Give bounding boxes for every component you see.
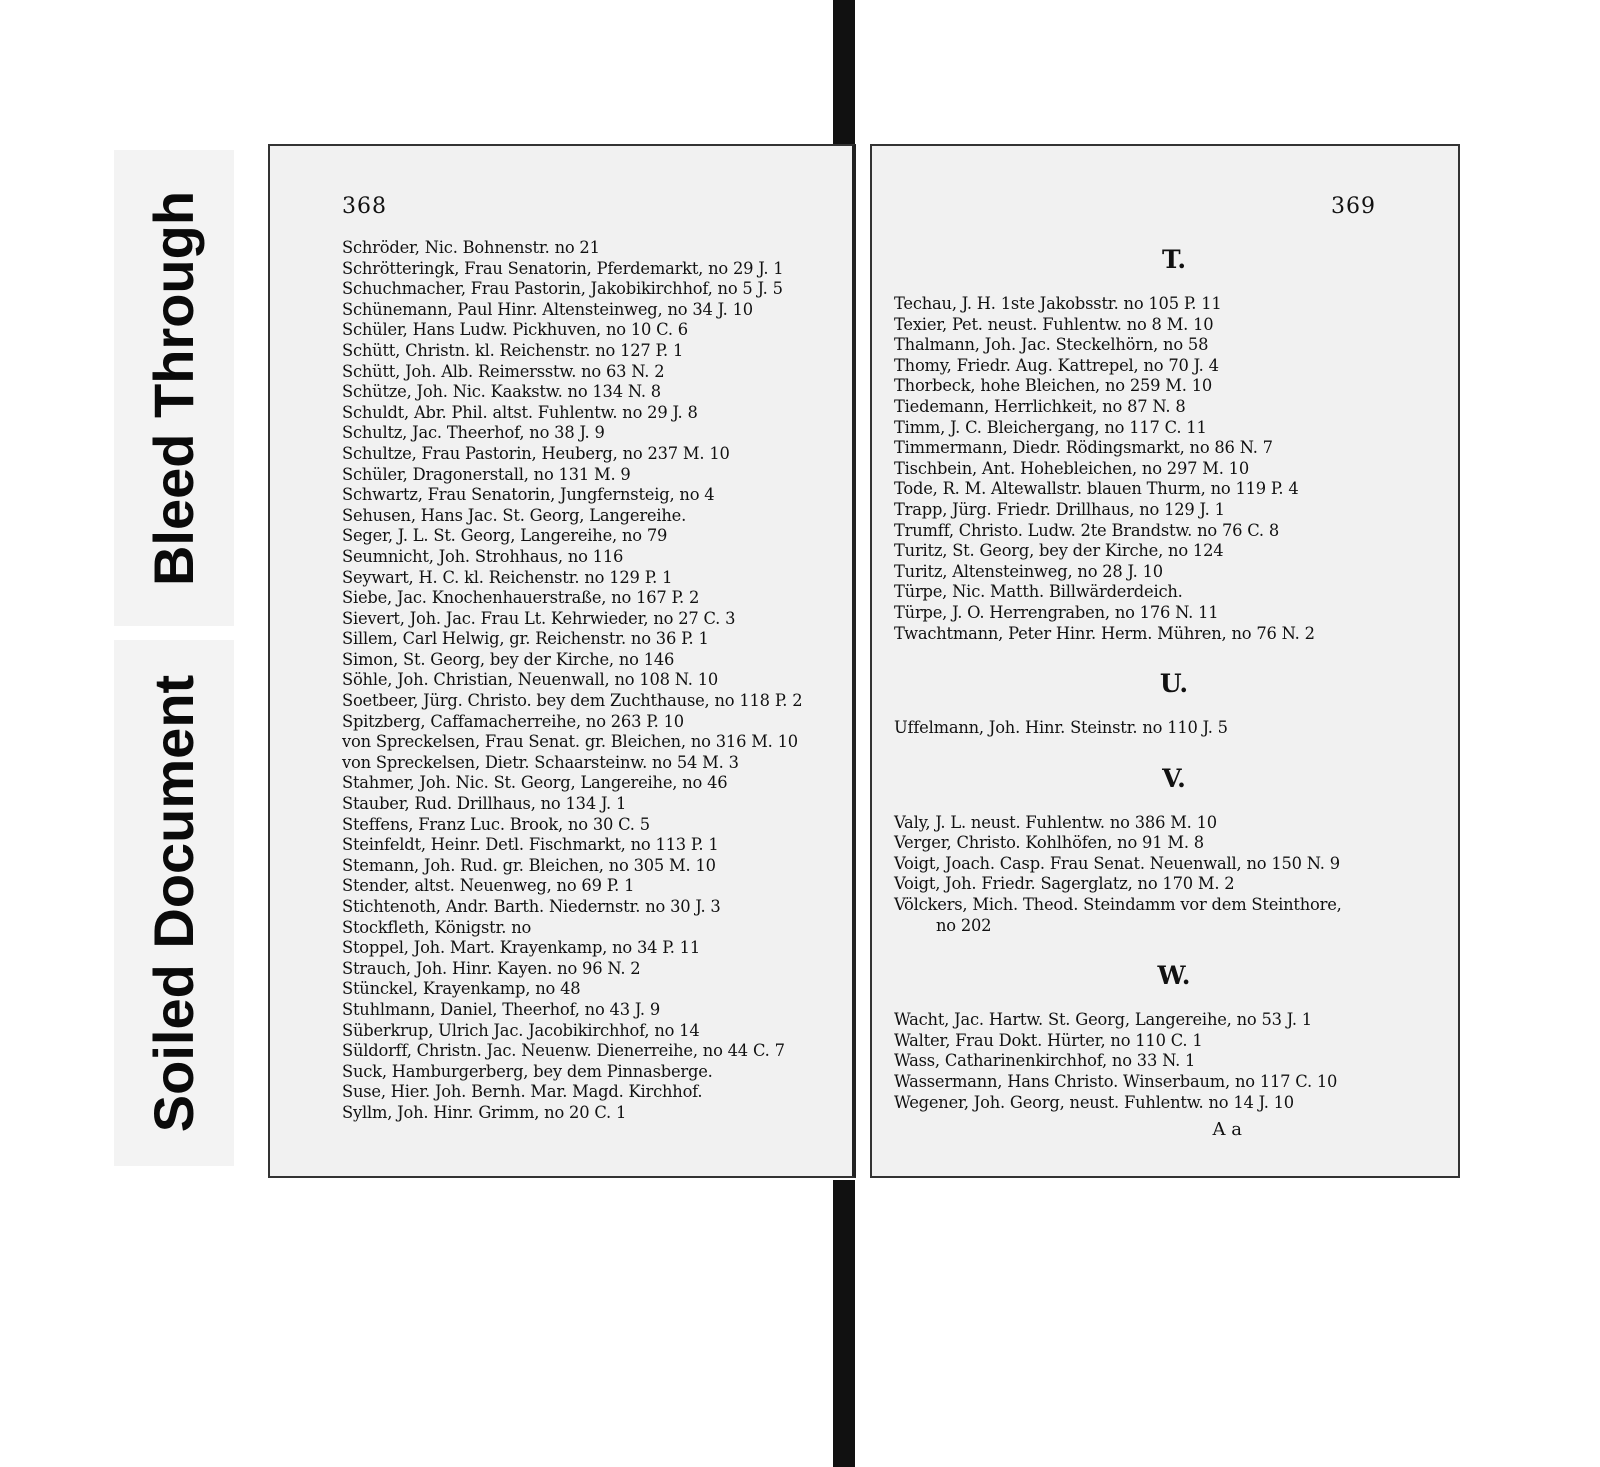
directory-entry: Stuhlmann, Daniel, Theerhof, no 43 J. 9	[342, 999, 660, 1019]
directory-entry: Schuchmacher, Frau Pastorin, Jakobikirchhof, no 5 J. 5	[342, 279, 783, 299]
directory-entry: Trapp, Jürg. Friedr. Drillhaus, no 129 J. 1	[894, 499, 1225, 519]
directory-entry-continuation: no 202	[936, 915, 992, 935]
right-page-number: 369	[1331, 194, 1376, 219]
directory-entry: Sievert, Joh. Jac. Frau Lt. Kehrwieder, no 27 C. 3	[342, 608, 736, 628]
directory-entry: Wassermann, Hans Christo. Winserbaum, no 117 C. 10	[894, 1072, 1338, 1092]
directory-entry: Thalmann, Joh. Jac. Steckelhörn, no 58	[894, 335, 1209, 355]
directory-entry: Stockfleth, Königstr. no	[342, 917, 532, 937]
bleed-through-label	[114, 150, 234, 626]
directory-entry: Stünckel, Krayenkamp, no 48	[342, 979, 581, 999]
directory-entry: Stemann, Joh. Rud. gr. Bleichen, no 305 M. 10	[342, 855, 716, 875]
directory-entry: von Spreckelsen, Frau Senat. gr. Bleichen, no 316 M. 10	[342, 732, 798, 752]
section-heading-t: T.	[1161, 245, 1187, 274]
directory-entry: Süberkrup, Ulrich Jac. Jacobikirchhof, no 14	[342, 1020, 700, 1040]
directory-entry: Schütze, Joh. Nic. Kaakstw. no 134 N. 8	[342, 382, 661, 402]
directory-entry: Trumff, Christo. Ludw. 2te Brandstw. no 76 C. 8	[894, 520, 1280, 540]
directory-entry: Schüler, Dragonerstall, no 131 M. 9	[342, 464, 631, 484]
directory-entry: Seger, J. L. St. Georg, Langereihe, no 79	[342, 526, 668, 546]
directory-entry: Suse, Hier. Joh. Bernh. Mar. Magd. Kirchhof.	[342, 1082, 703, 1102]
directory-entry: Uffelmann, Joh. Hinr. Steinstr. no 110 J. 5	[894, 718, 1228, 738]
directory-entry: Techau, J. H. 1ste Jakobsstr. no 105 P. 11	[894, 294, 1222, 313]
directory-entry: Timmermann, Diedr. Rödingsmarkt, no 86 N. 7	[894, 438, 1273, 458]
directory-entry: Schrötteringk, Frau Senatorin, Pferdemarkt, no 29 J. 1	[342, 258, 784, 278]
left-page-number: 368	[342, 194, 387, 219]
directory-entry: Siebe, Jac. Knochenhauerstraße, no 167 P. 2	[342, 588, 700, 608]
directory-entry: Tode, R. M. Altewallstr. blauen Thurm, no 119 P. 4	[894, 479, 1299, 499]
section-heading-v: V.	[1162, 763, 1186, 793]
directory-entry: Schütt, Christn. kl. Reichenstr. no 127 P. 1	[342, 340, 684, 360]
directory-entry: Schröder, Nic. Bohnenstr. no 21	[342, 238, 600, 257]
directory-entry: Voigt, Joh. Friedr. Sagerglatz, no 170 M. 2	[894, 874, 1235, 894]
directory-entry: Stahmer, Joh. Nic. St. Georg, Langereihe, no 46	[342, 773, 728, 793]
directory-entry: Stender, altst. Neuenweg, no 69 P. 1	[342, 876, 635, 896]
directory-entry: Söhle, Joh. Christian, Neuenwall, no 108 N. 10	[342, 670, 719, 690]
directory-entry: Seywart, H. C. kl. Reichenstr. no 129 P. 1	[342, 567, 673, 587]
soiled-document-label	[114, 640, 234, 1166]
directory-entry: Wass, Catharinenkirchhof, no 33 N. 1	[894, 1051, 1196, 1071]
directory-entry: Strauch, Joh. Hinr. Kayen. no 96 N. 2	[342, 958, 641, 978]
spine-shadow-bottom	[833, 1180, 855, 1467]
directory-entry: Stichtenoth, Andr. Barth. Niedernstr. no 30 J. 3	[342, 897, 721, 916]
directory-entry: Verger, Christo. Kohlhöfen, no 91 M. 8	[894, 833, 1204, 853]
directory-entry: Schüler, Hans Ludw. Pickhuven, no 10 C. 6	[342, 320, 688, 340]
directory-entry: Schultze, Frau Pastorin, Heuberg, no 237 M. 10	[342, 443, 730, 463]
right-page	[870, 144, 1460, 1178]
bleed-through-text: Bleed Through	[142, 190, 206, 586]
directory-entry: Türpe, J. O. Herrengraben, no 176 N. 11	[894, 602, 1219, 622]
directory-entry: Stoppel, Joh. Mart. Krayenkamp, no 34 P. 11	[342, 938, 700, 958]
directory-entry: Spitzberg, Caffamacherreihe, no 263 P. 10	[342, 711, 684, 731]
directory-entry: Seumnicht, Joh. Strohhaus, no 116	[342, 546, 624, 566]
directory-entry: Türpe, Nic. Matth. Billwärderdeich.	[894, 582, 1183, 602]
directory-entry: Suck, Hamburgerberg, bey dem Pinnasberge.	[342, 1061, 713, 1081]
directory-entry: Soetbeer, Jürg. Christo. bey dem Zuchthause, no 118 P. 2	[342, 691, 803, 711]
soiled-document-text: Soiled Document	[142, 674, 206, 1132]
directory-entry: Walter, Frau Dokt. Hürter, no 110 C. 1	[894, 1030, 1203, 1050]
directory-entry: Timm, J. C. Bleichergang, no 117 C. 11	[894, 417, 1207, 437]
directory-entry: Turitz, St. Georg, bey der Kirche, no 124	[894, 541, 1224, 561]
section-heading-w: W.	[1157, 961, 1191, 991]
spine-shadow-top	[833, 0, 855, 150]
directory-entry: Schwartz, Frau Senatorin, Jungfernsteig, no 4	[342, 485, 715, 505]
right-entry-list	[894, 240, 1454, 1140]
directory-entry: Völckers, Mich. Theod. Steindamm vor dem Steinthore,	[894, 895, 1342, 915]
directory-entry: Steffens, Franz Luc. Brook, no 30 C. 5	[342, 814, 650, 834]
directory-entry: Steinfeldt, Heinr. Detl. Fischmarkt, no 113 P. 1	[342, 835, 719, 855]
directory-entry: Thomy, Friedr. Aug. Kattrepel, no 70 J. 4	[894, 355, 1219, 375]
directory-entry: Schultz, Jac. Theerhof, no 38 J. 9	[342, 423, 605, 443]
directory-entry: Schütt, Joh. Alb. Reimersstw. no 63 N. 2	[342, 361, 665, 381]
left-entry-list	[342, 238, 852, 1124]
open-book	[262, 138, 1458, 1190]
directory-entry: Sehusen, Hans Jac. St. Georg, Langereihe.	[342, 505, 687, 525]
directory-entry: Twachtmann, Peter Hinr. Herm. Mühren, no 76 N. 2	[894, 623, 1315, 643]
directory-entry: Tischbein, Ant. Hohebleichen, no 297 M. 10	[894, 458, 1249, 478]
section-heading-u: U.	[1159, 669, 1189, 699]
directory-entry: Wacht, Jac. Hartw. St. Georg, Langereihe, no 53 J. 1	[894, 1010, 1312, 1030]
directory-entry: Turitz, Altensteinweg, no 28 J. 10	[894, 561, 1163, 581]
directory-entry: Schünemann, Paul Hinr. Altensteinweg, no 34 J. 10	[342, 299, 753, 319]
directory-entry: Stauber, Rud. Drillhaus, no 134 J. 1	[342, 794, 627, 814]
directory-entry: Thorbeck, hohe Bleichen, no 259 M. 10	[894, 376, 1213, 396]
directory-entry: Wegener, Joh. Georg, neust. Fuhlentw. no 14 J. 10	[894, 1092, 1294, 1112]
directory-entry: Texier, Pet. neust. Fuhlentw. no 8 M. 10	[894, 314, 1214, 334]
directory-entry: Valy, J. L. neust. Fuhlentw. no 386 M. 10	[894, 812, 1217, 832]
signature-mark: A a	[1212, 1119, 1242, 1141]
directory-entry: Tiedemann, Herrlichkeit, no 87 N. 8	[894, 396, 1186, 416]
left-page	[268, 144, 856, 1178]
directory-entry: Syllm, Joh. Hinr. Grimm, no 20 C. 1	[342, 1102, 627, 1122]
directory-entry: von Spreckelsen, Dietr. Schaarsteinw. no 54 M. 3	[342, 752, 739, 772]
directory-entry: Sillem, Carl Helwig, gr. Reichenstr. no 36 P. 1	[342, 629, 709, 649]
directory-entry: Voigt, Joach. Casp. Frau Senat. Neuenwall, no 150 N. 9	[894, 853, 1340, 873]
directory-entry: Schuldt, Abr. Phil. altst. Fuhlentw. no 29 J. 8	[342, 402, 698, 422]
directory-entry: Süldorff, Christn. Jac. Neuenw. Dienerreihe, no 44 C. 7	[342, 1041, 785, 1061]
directory-entry: Simon, St. Georg, bey der Kirche, no 146	[342, 649, 675, 669]
